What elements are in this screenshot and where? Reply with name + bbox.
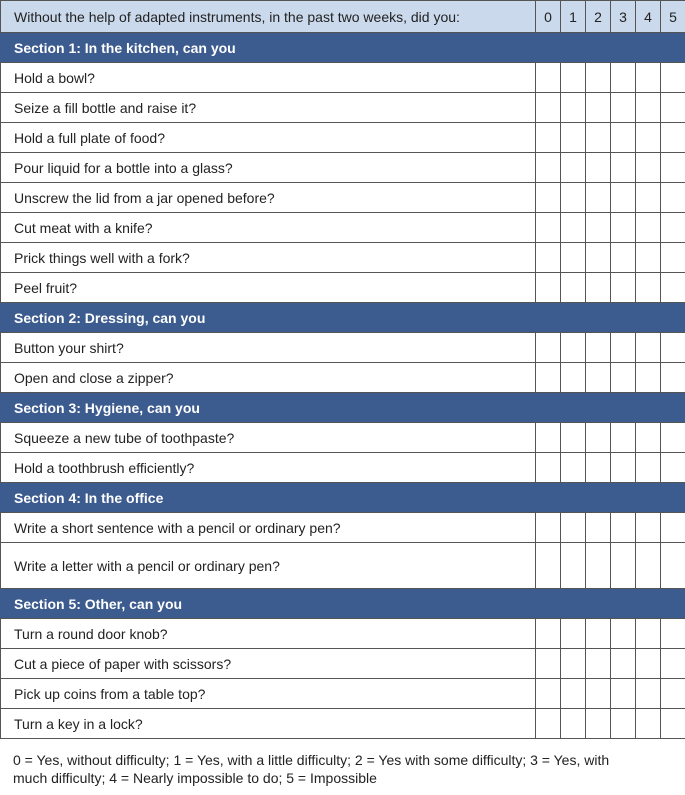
score-cell-4[interactable] xyxy=(636,619,661,649)
question-row xyxy=(1,63,685,93)
question-row xyxy=(1,333,685,363)
score-cell-1[interactable] xyxy=(561,123,586,153)
question-row xyxy=(1,513,685,543)
question-text: Cut a piece of paper with scissors? xyxy=(1,649,536,679)
score-cell-0[interactable] xyxy=(536,243,561,273)
question-text: Unscrew the lid from a jar opened before? xyxy=(1,183,536,213)
question-row xyxy=(1,243,685,273)
score-cell-1[interactable] xyxy=(561,363,586,393)
score-cell-1[interactable] xyxy=(561,619,586,649)
score-cell-5[interactable] xyxy=(661,153,685,183)
question-row xyxy=(1,93,685,123)
question-row xyxy=(1,363,685,393)
score-cell-0[interactable] xyxy=(536,273,561,303)
score-cell-2[interactable] xyxy=(586,543,611,589)
score-cell-4[interactable] xyxy=(636,649,661,679)
score-cell-2[interactable] xyxy=(586,513,611,543)
section-title: Section 5: Other, can you xyxy=(1,589,685,619)
section-header xyxy=(1,483,685,513)
score-cell-0[interactable] xyxy=(536,543,561,589)
score-cell-1[interactable] xyxy=(561,513,586,543)
score-cell-3[interactable] xyxy=(611,453,636,483)
score-cell-2[interactable] xyxy=(586,273,611,303)
score-cell-3[interactable] xyxy=(611,333,636,363)
question-row xyxy=(1,153,685,183)
score-cell-0[interactable] xyxy=(536,513,561,543)
score-cell-0[interactable] xyxy=(536,333,561,363)
score-cell-5[interactable] xyxy=(661,619,685,649)
question-text: Pick up coins from a table top? xyxy=(1,679,536,709)
question-text: Button your shirt? xyxy=(1,333,536,363)
score-cell-0[interactable] xyxy=(536,453,561,483)
score-cell-3[interactable] xyxy=(611,183,636,213)
score-header-3: 3 xyxy=(611,1,636,33)
question-text: Turn a key in a lock? xyxy=(1,709,536,739)
question-text: Open and close a zipper? xyxy=(1,363,536,393)
score-cell-5[interactable] xyxy=(661,213,685,243)
score-cell-3[interactable] xyxy=(611,243,636,273)
question-text: Cut meat with a knife? xyxy=(1,213,536,243)
score-cell-5[interactable] xyxy=(661,63,685,93)
score-cell-2[interactable] xyxy=(586,63,611,93)
score-cell-2[interactable] xyxy=(586,333,611,363)
score-cell-4[interactable] xyxy=(636,153,661,183)
score-cell-3[interactable] xyxy=(611,153,636,183)
score-cell-1[interactable] xyxy=(561,93,586,123)
score-cell-5[interactable] xyxy=(661,649,685,679)
score-cell-1[interactable] xyxy=(561,63,586,93)
header-question: Without the help of adapted instruments, in the past two weeks, did you: xyxy=(1,1,536,33)
score-cell-5[interactable] xyxy=(661,243,685,273)
score-cell-3[interactable] xyxy=(611,123,636,153)
score-cell-4[interactable] xyxy=(636,333,661,363)
score-cell-4[interactable] xyxy=(636,63,661,93)
question-row xyxy=(1,649,685,679)
question-row xyxy=(1,123,685,153)
section-title: Section 2: Dressing, can you xyxy=(1,303,685,333)
score-cell-4[interactable] xyxy=(636,93,661,123)
score-cell-4[interactable] xyxy=(636,709,661,739)
score-cell-1[interactable] xyxy=(561,423,586,453)
question-text: Peel fruit? xyxy=(1,273,536,303)
section-header xyxy=(1,393,685,423)
score-cell-2[interactable] xyxy=(586,183,611,213)
question-text: Prick things well with a fork? xyxy=(1,243,536,273)
score-cell-2[interactable] xyxy=(586,423,611,453)
score-cell-4[interactable] xyxy=(636,363,661,393)
score-cell-2[interactable] xyxy=(586,453,611,483)
score-cell-1[interactable] xyxy=(561,679,586,709)
question-text: Hold a full plate of food? xyxy=(1,123,536,153)
score-cell-0[interactable] xyxy=(536,363,561,393)
score-cell-4[interactable] xyxy=(636,123,661,153)
section-title: Section 4: In the office xyxy=(1,483,685,513)
score-cell-1[interactable] xyxy=(561,153,586,183)
score-cell-4[interactable] xyxy=(636,513,661,543)
score-cell-5[interactable] xyxy=(661,543,685,589)
question-row xyxy=(1,619,685,649)
score-cell-1[interactable] xyxy=(561,649,586,679)
score-cell-3[interactable] xyxy=(611,619,636,649)
question-row xyxy=(1,213,685,243)
score-header-4: 4 xyxy=(636,1,661,33)
score-cell-0[interactable] xyxy=(536,709,561,739)
score-cell-5[interactable] xyxy=(661,513,685,543)
score-cell-0[interactable] xyxy=(536,679,561,709)
section-header xyxy=(1,33,685,63)
score-cell-2[interactable] xyxy=(586,153,611,183)
question-row xyxy=(1,423,685,453)
score-cell-4[interactable] xyxy=(636,273,661,303)
question-text: Hold a bowl? xyxy=(1,63,536,93)
score-cell-3[interactable] xyxy=(611,273,636,303)
score-header-1: 1 xyxy=(561,1,586,33)
score-cell-1[interactable] xyxy=(561,709,586,739)
score-header-5: 5 xyxy=(661,1,685,33)
score-cell-1[interactable] xyxy=(561,213,586,243)
score-cell-5[interactable] xyxy=(661,453,685,483)
score-cell-1[interactable] xyxy=(561,333,586,363)
score-cell-5[interactable] xyxy=(661,423,685,453)
score-cell-5[interactable] xyxy=(661,93,685,123)
score-cell-2[interactable] xyxy=(586,709,611,739)
score-cell-0[interactable] xyxy=(536,619,561,649)
question-row xyxy=(1,709,685,739)
question-text: Write a short sentence with a pencil or ordinary pen? xyxy=(1,513,536,543)
score-cell-1[interactable] xyxy=(561,183,586,213)
header-row xyxy=(1,1,685,33)
section-header xyxy=(1,589,685,619)
score-cell-4[interactable] xyxy=(636,213,661,243)
question-text: Turn a round door knob? xyxy=(1,619,536,649)
score-cell-4[interactable] xyxy=(636,543,661,589)
score-cell-5[interactable] xyxy=(661,183,685,213)
score-cell-3[interactable] xyxy=(611,63,636,93)
score-cell-3[interactable] xyxy=(611,513,636,543)
score-cell-0[interactable] xyxy=(536,93,561,123)
score-cell-3[interactable] xyxy=(611,93,636,123)
score-cell-4[interactable] xyxy=(636,423,661,453)
score-cell-3[interactable] xyxy=(611,649,636,679)
score-cell-3[interactable] xyxy=(611,543,636,589)
question-text: Squeeze a new tube of toothpaste? xyxy=(1,423,536,453)
score-cell-4[interactable] xyxy=(636,183,661,213)
score-cell-2[interactable] xyxy=(586,363,611,393)
question-text: Write a letter with a pencil or ordinary pen? xyxy=(1,543,536,589)
score-cell-2[interactable] xyxy=(586,213,611,243)
score-cell-2[interactable] xyxy=(586,93,611,123)
score-cell-5[interactable] xyxy=(661,709,685,739)
score-cell-5[interactable] xyxy=(661,679,685,709)
score-cell-2[interactable] xyxy=(586,123,611,153)
question-row xyxy=(1,273,685,303)
score-cell-0[interactable] xyxy=(536,153,561,183)
score-cell-1[interactable] xyxy=(561,453,586,483)
section-header xyxy=(1,303,685,333)
score-cell-0[interactable] xyxy=(536,63,561,93)
question-row xyxy=(1,679,685,709)
score-cell-2[interactable] xyxy=(586,679,611,709)
score-cell-4[interactable] xyxy=(636,453,661,483)
score-cell-1[interactable] xyxy=(561,243,586,273)
score-cell-3[interactable] xyxy=(611,709,636,739)
score-cell-0[interactable] xyxy=(536,649,561,679)
score-cell-3[interactable] xyxy=(611,363,636,393)
question-row xyxy=(1,543,685,589)
score-cell-4[interactable] xyxy=(636,679,661,709)
score-cell-3[interactable] xyxy=(611,423,636,453)
footnote: 0 = Yes, without difficulty; 1 = Yes, with a little difficulty; 2 = Yes with some difficulty; 3 = Yes, with much difficulty; 4 = Nearly impossible to do; 5 = Impossible xyxy=(13,752,610,786)
score-cell-0[interactable] xyxy=(536,123,561,153)
score-cell-3[interactable] xyxy=(611,679,636,709)
question-text: Pour liquid for a bottle into a glass? xyxy=(1,153,536,183)
score-cell-4[interactable] xyxy=(636,243,661,273)
score-cell-0[interactable] xyxy=(536,213,561,243)
score-header-0: 0 xyxy=(536,1,561,33)
score-cell-2[interactable] xyxy=(586,649,611,679)
score-header-2: 2 xyxy=(586,1,611,33)
question-row xyxy=(1,183,685,213)
score-cell-1[interactable] xyxy=(561,543,586,589)
question-row xyxy=(1,453,685,483)
question-text: Seize a fill bottle and raise it? xyxy=(1,93,536,123)
score-cell-0[interactable] xyxy=(536,423,561,453)
score-cell-2[interactable] xyxy=(586,243,611,273)
score-cell-2[interactable] xyxy=(586,619,611,649)
section-title: Section 1: In the kitchen, can you xyxy=(1,33,685,63)
score-cell-1[interactable] xyxy=(561,273,586,303)
score-cell-5[interactable] xyxy=(661,363,685,393)
score-cell-5[interactable] xyxy=(661,273,685,303)
score-cell-5[interactable] xyxy=(661,123,685,153)
score-cell-3[interactable] xyxy=(611,213,636,243)
score-cell-0[interactable] xyxy=(536,183,561,213)
question-text: Hold a toothbrush efficiently? xyxy=(1,453,536,483)
score-cell-5[interactable] xyxy=(661,333,685,363)
section-title: Section 3: Hygiene, can you xyxy=(1,393,685,423)
